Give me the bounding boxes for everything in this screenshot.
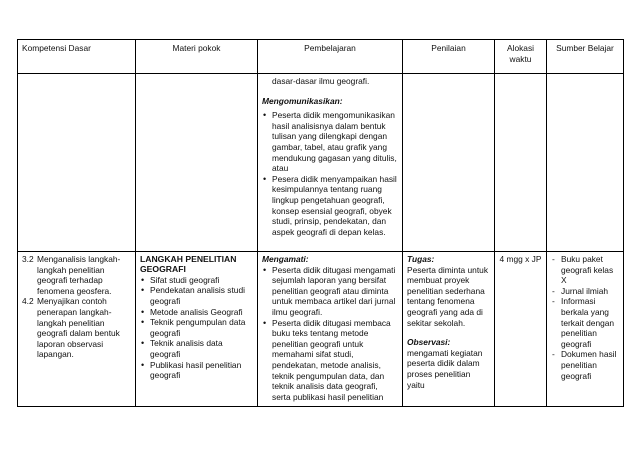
tugas-text: Peserta diminta untuk membuat proyek penelitian sederhana tentang fenomena geografi yang ada di sekitar sekolah.: [407, 264, 489, 328]
row2-kompetensi-cell: [18, 252, 136, 407]
table-row: [18, 74, 624, 252]
kd-item: [22, 254, 131, 296]
row1-penilaian-cell: [403, 74, 495, 252]
list-item: • Peserta didik ditugasi membaca buku teks tentang metode penelitian geografi untuk memahami sifat studi, pendekatan, metode analisis, teknik pengumpulan data, dan teknik analisis data geografi, serta publikasi hasil penelitian: [262, 318, 398, 403]
list-item: • Pesera didik menyampaikan hasil kesimpulannya tentang ruang lingkup pengetahuan geografi, konsep esensial geografi, obyek studi, prinsip, pendekatan, dan aspek geografi di depan kelas.: [262, 174, 398, 238]
header-row: [18, 40, 624, 74]
list-item: - Informasi berkala yang terkait dengan penelitian geografi: [551, 296, 619, 349]
row2-materi-cell: [136, 252, 258, 407]
list-item: - Dokumen hasil penelitian geografi: [551, 349, 619, 381]
materi-title: LANGKAH PENELITIAN GEOGRAFI: [140, 254, 237, 275]
row1-pembelajaran-cell: [258, 74, 403, 252]
tugas-title: Tugas:: [407, 254, 435, 264]
mengamati-list: [262, 265, 398, 403]
table-row: [18, 252, 624, 407]
alokasi-value: 4 mgg x JP: [499, 254, 542, 264]
kd-item: [22, 296, 131, 360]
sumber-list: [551, 254, 619, 381]
row2-pembelajaran-cell: [258, 252, 403, 407]
pembelajaran-intro: dasar-dasar ilmu geografi.: [272, 76, 370, 86]
row2-penilaian-cell: [403, 252, 495, 407]
row1-sumber-cell: [547, 74, 624, 252]
header-pembelajaran: Pembelajaran: [258, 40, 403, 74]
header-sumber-belajar: Sumber Belajar: [547, 40, 624, 74]
syllabus-table: [17, 39, 624, 407]
row2-sumber-cell: [547, 252, 624, 407]
observasi-text: mengamati kegiatan peserta didik dalam proses penelitian yaitu: [407, 347, 483, 390]
kd-number: 3.2: [22, 254, 34, 264]
header-penilaian: Penilaian: [403, 40, 495, 74]
row1-kompetensi-cell: [18, 74, 136, 252]
materi-list: [140, 275, 253, 381]
header-materi-pokok: Materi pokok: [136, 40, 258, 74]
row1-alokasi-cell: [495, 74, 547, 252]
list-item: • Metode analisis Geografi: [140, 307, 253, 318]
list-item: • Teknik analisis data geografi: [140, 338, 253, 359]
list-item: • Pendekatan analisis studi geografi: [140, 285, 253, 306]
list-item: • Publikasi hasil penelitian geografi: [140, 360, 253, 381]
list-item: - Buku paket geografi kelas X: [551, 254, 619, 286]
header-alokasi-waktu: Alokasi waktu: [495, 40, 547, 74]
list-item: - Jurnal ilmiah: [551, 286, 619, 297]
kd-number: 4.2: [22, 296, 34, 307]
mengamati-title: Mengamati:: [262, 254, 309, 264]
mengomunikasikan-title: Mengomunikasikan:: [262, 95, 343, 106]
observasi-title: Observasi:: [407, 337, 451, 348]
list-item: • Peserta didik mengomunikasikan hasil analisisnya dalam bentuk tulisan yang dilengkapi dengan gambar, tabel, atau grafik yang mendukung gagasan yang ditulis, atau: [262, 110, 398, 174]
header-kompetensi-dasar: Kompetensi Dasar: [18, 40, 136, 74]
kd-text: Menganalisis langkah-langkah penelitian geografi terhadap fenomena geosfera.: [37, 254, 121, 296]
mengomunikasikan-list: [262, 110, 398, 237]
list-item: • Teknik pengumpulan data geografi: [140, 317, 253, 338]
row2-alokasi-cell: [495, 252, 547, 407]
row1-materi-cell: [136, 74, 258, 252]
list-item: • Peserta didik ditugasi mengamati sejumlah laporan yang bersifat penelitian geografi atau diminta untuk membaca artikel dari jurnal ilmu geografi.: [262, 265, 398, 318]
list-item: • Sifat studi geografi: [140, 275, 253, 286]
kd-text: Menyajikan contoh penerapan langkah-langkah penelitian geografi dalam bentuk laporan observasi lapangan.: [37, 296, 120, 360]
